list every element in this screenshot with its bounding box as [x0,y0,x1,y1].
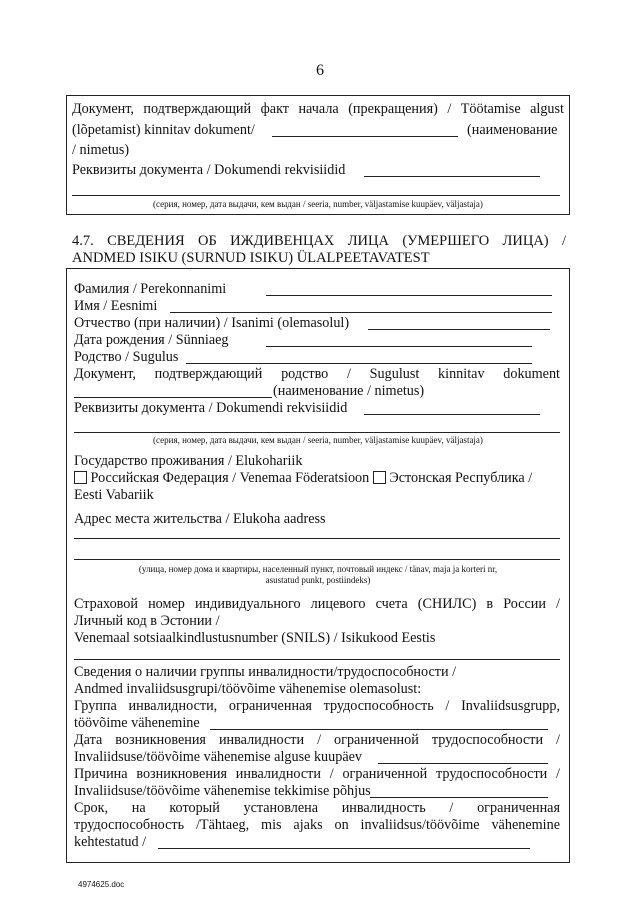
residence-state-label: Государство проживания / Elukohariik [74,453,303,469]
estonia-checkbox[interactable] [373,471,386,484]
birthdate-label: Дата рождения / Sünniaeg [74,332,229,348]
address-hint1: (улица, номер дома и квартиры, населенный пункт, почтовый индекс / tänav, maja ja korteri nr, [138,564,498,574]
snils-line2: Личный код в Эстонии / [74,613,220,629]
employment-doc-line1: Документ, подтверждающий факт начала (прекращения) / Töötamise algust [72,101,564,117]
disability-cause-line1: Причина возникновения инвалидности / ограниченной трудоспособности / [74,766,560,782]
disability-group-line1: Группа инвалидности, ограниченная трудоспособность / Invaliidsusgrupp, [74,698,560,714]
disability-line2: Andmed invaliidsusgrupi/töövõime vähenemise olemasolust: [74,681,422,697]
relation-doc-name-field[interactable] [74,397,272,398]
page-number: 6 [316,62,324,79]
employment-doc-rekvisity-field[interactable] [364,176,540,177]
relation-doc-hint: (серия, номер, дата выдачи, кем выдан / seeria, number, väljastamise kuupäev, väljastaja) [153,435,483,445]
estonia-option-label: Эстонская Республика / [389,470,533,486]
disability-date-line1: Дата возникновения инвалидности / ограниченной трудоспособности / [74,732,560,748]
surname-field[interactable] [266,295,552,296]
employment-doc-name-field[interactable] [272,136,458,137]
disability-date-line2: Invaliidsuse/töövõime vähenemise alguse kuupäev [74,749,363,765]
employment-doc-line3: / nimetus) [72,142,130,158]
document-filename: 4974625.doc [78,880,125,889]
residence-options-row [74,470,532,487]
employment-doc-line2b: (наименование [467,122,558,138]
relation-doc-rekvisity-field[interactable] [364,414,540,415]
relation-field[interactable] [186,363,532,364]
name-label: Имя / Eesnimi [74,298,158,314]
russia-checkbox[interactable] [74,471,87,484]
disability-group-field[interactable] [210,729,548,730]
relation-label: Родство / Sugulus [74,349,179,365]
section-title-line1: 4.7. СВЕДЕНИЯ ОБ ИЖДИВЕНЦАХ ЛИЦА (УМЕРШЕГО ЛИЦА) / [72,233,566,249]
surname-label: Фамилия / Perekonnanimi [74,281,227,297]
snils-line1: Страховой номер индивидуального лицевого счета (СНИЛС) в России / [74,596,560,612]
address-label: Адрес места жительства / Elukoha aadress [74,511,326,527]
disability-group-line2: töövõime vähenemine [74,715,200,731]
address-line1[interactable] [74,538,560,539]
patronymic-field[interactable] [368,329,550,330]
relation-doc-rekvisity-line[interactable] [74,432,560,433]
employment-doc-rekvisity: Реквизиты документа / Dokumendi rekvisiidid [72,162,346,178]
section-title-line2: ANDMED ISIKU (SURNUD ISIKU) ÜLALPEETAVATEST [72,250,430,266]
disability-cause-line2: Invaliidsuse/töövõime vähenemise tekkimise põhjus [74,783,371,799]
disability-term-line3: kehtestatud / [74,834,147,850]
disability-term-field[interactable] [158,848,530,849]
relation-doc-line2: (наименование / nimetus) [273,383,425,399]
disability-date-field[interactable] [378,763,548,764]
disability-cause-field[interactable] [370,797,548,798]
estonia-option-label2: Eesti Vabariik [74,487,154,503]
name-field[interactable] [170,312,552,313]
snils-line3: Venemaal sotsiaalkindlustusnumber (SNILS) / Isikukood Eestis [74,630,436,646]
employment-doc-rekvisity-line[interactable] [72,195,560,196]
birthdate-field[interactable] [266,346,532,347]
disability-line1: Сведения о наличии группы инвалидности/трудоспособности / [74,664,457,680]
address-line2[interactable] [74,559,560,560]
disability-term-line2: трудоспособность /Tähtaeg, mis ajaks on invaliidsus/töövõime vähenemine [74,817,560,833]
patronymic-label: Отчество (при наличии) / Isanimi (olemasolul) [74,315,350,331]
disability-term-line1: Срок, на который установлена инвалидность / ограниченная [74,800,560,816]
russia-option-label: Российская Федерация / Venemaa Föderatsioon [90,470,370,486]
snils-field[interactable] [74,659,560,660]
employment-doc-line2a: (lõpetamist) kinnitav dokument/ [72,122,255,138]
relation-doc-line1: Документ, подтверждающий родство / Sugulust kinnitav dokument [74,366,560,382]
relation-doc-rekvisity: Реквизиты документа / Dokumendi rekvisiidid [74,400,348,416]
address-hint2: asustatud punkt, postiindeks) [265,575,371,585]
employment-doc-hint: (серия, номер, дата выдачи, кем выдан / seeria, number, väljastamise kuupäev, väljastaja) [153,199,483,209]
